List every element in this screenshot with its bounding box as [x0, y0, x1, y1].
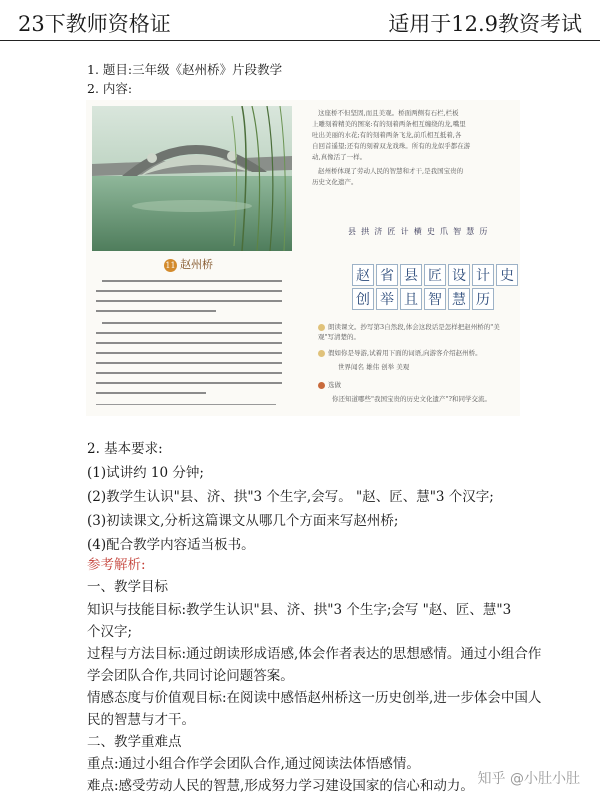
write-char: 慧 — [448, 288, 470, 310]
section-heading-objectives: 一、教学目标 — [87, 579, 168, 595]
exercise-word-list: 世界闻名 雄伟 创举 美观 — [338, 363, 410, 371]
emotion-objective-line-1: 情感态度与价值观目标:在阅读中感悟赵州桥这一历史创举,进一步体会中国人 — [87, 690, 542, 706]
knowledge-objective-line-2: 个汉字; — [87, 624, 133, 640]
textbook-page-image — [86, 100, 520, 416]
pinyin-character-row: 县 拱 济 匠 计 横 史 爪 智 慧 历 — [348, 227, 489, 236]
right-paragraph-line-1: 这座桥不但坚固,而且美观。桥面两侧有石栏,栏板 — [318, 109, 459, 117]
right-paragraph-line-5: 动,真像活了一样。 — [312, 153, 367, 161]
exercise-1: 朗读课文。抄写第3自然段,体会这段话是怎样把赵州桥的"美观"写清楚的。 — [318, 323, 500, 341]
watermark: 知乎 @小肚小肚 — [477, 771, 580, 787]
right-paragraph-line-4: 自回首遥望;还有的刻着双龙戏珠。所有的龙似乎都在游 — [312, 142, 471, 150]
optional-exercise-label: 选做 — [318, 380, 341, 389]
analysis-label: 参考解析: — [87, 557, 146, 573]
write-char: 省 — [376, 264, 398, 286]
requirement-item: (4)配合教学内容适当板书。 — [87, 537, 255, 553]
exercise-2: 假如你是导游,试着用下面的词语,向游客介绍赵州桥。 — [318, 348, 482, 357]
page-header — [0, 0, 600, 41]
key-point: 重点:通过小组合作学会团队合作,通过阅读法体悟感情。 — [87, 756, 420, 772]
question-title: 1. 题目:三年级《赵州桥》片段教学 — [87, 62, 283, 77]
exercise-bullet-icon — [318, 350, 325, 357]
write-char: 史 — [496, 264, 518, 286]
lesson-number-badge: 11 — [165, 261, 176, 270]
section-heading-key-points: 二、教学重难点 — [87, 734, 182, 750]
write-char: 创 — [352, 288, 374, 310]
difficulty-point: 难点:感受劳动人民的智慧,形成努力学习建设国家的信心和动力。 — [87, 778, 474, 794]
process-objective-line-2: 学会团队合作,共同讨论问题答案。 — [87, 668, 294, 684]
requirement-item: (3)初读课文,分析这篇课文从哪几个方面来写赵州桥; — [87, 513, 399, 529]
question-content-label: 2. 内容: — [87, 81, 133, 96]
write-char: 设 — [448, 264, 470, 286]
header-right-title: 适用于12.9教资考试 — [388, 12, 582, 36]
right-conclusion-line-1: 赵州桥体现了劳动人民的智慧和才干,是我国宝贵的 — [318, 167, 464, 175]
write-char: 智 — [424, 288, 446, 310]
optional-icon — [318, 382, 325, 389]
write-char: 且 — [400, 288, 422, 310]
write-characters-row-1 — [352, 264, 520, 286]
lesson-title — [164, 256, 213, 272]
header-left-title: 23下教师资格证 — [18, 12, 171, 36]
lesson-title-text: 赵州桥 — [180, 258, 213, 271]
right-conclusion-line-2: 历史文化遗产。 — [312, 178, 358, 186]
write-char: 匠 — [424, 264, 446, 286]
right-paragraph-line-3: 吐出美丽的水花;有的刻着两条飞龙,前爪相互抵着,各 — [312, 131, 462, 139]
knowledge-objective-line-1: 知识与技能目标:教学生认识"县、济、拱"3 个生字;会写 "赵、匠、慧"3 — [87, 602, 512, 618]
emotion-objective-line-2: 民的智慧与才干。 — [87, 712, 195, 728]
requirements-heading: 2. 基本要求: — [87, 441, 163, 457]
exercise-3: 你还知道哪些"我国宝贵的历史文化遗产"?和同学交流。 — [332, 395, 491, 403]
write-char: 举 — [376, 288, 398, 310]
zhaozhou-bridge-photo — [92, 106, 292, 251]
write-char: 赵 — [352, 264, 374, 286]
write-char: 县 — [400, 264, 422, 286]
write-char: 历 — [472, 288, 494, 310]
write-char: 计 — [472, 264, 494, 286]
right-paragraph-line-2: 上雕刻着精美的图案:有的刻着两条相互缠绕的龙,嘴里 — [312, 120, 466, 128]
requirement-item: (2)教学生认识"县、济、拱"3 个生字,会写。 "赵、匠、慧"3 个汉字; — [87, 489, 494, 505]
process-objective-line-1: 过程与方法目标:通过朗读形成语感,体会作者表达的思想感情。通过小组合作 — [87, 646, 542, 662]
write-characters-row-2 — [352, 288, 496, 310]
requirement-item: (1)试讲约 10 分钟; — [87, 465, 204, 481]
exercise-bullet-icon — [318, 324, 325, 331]
